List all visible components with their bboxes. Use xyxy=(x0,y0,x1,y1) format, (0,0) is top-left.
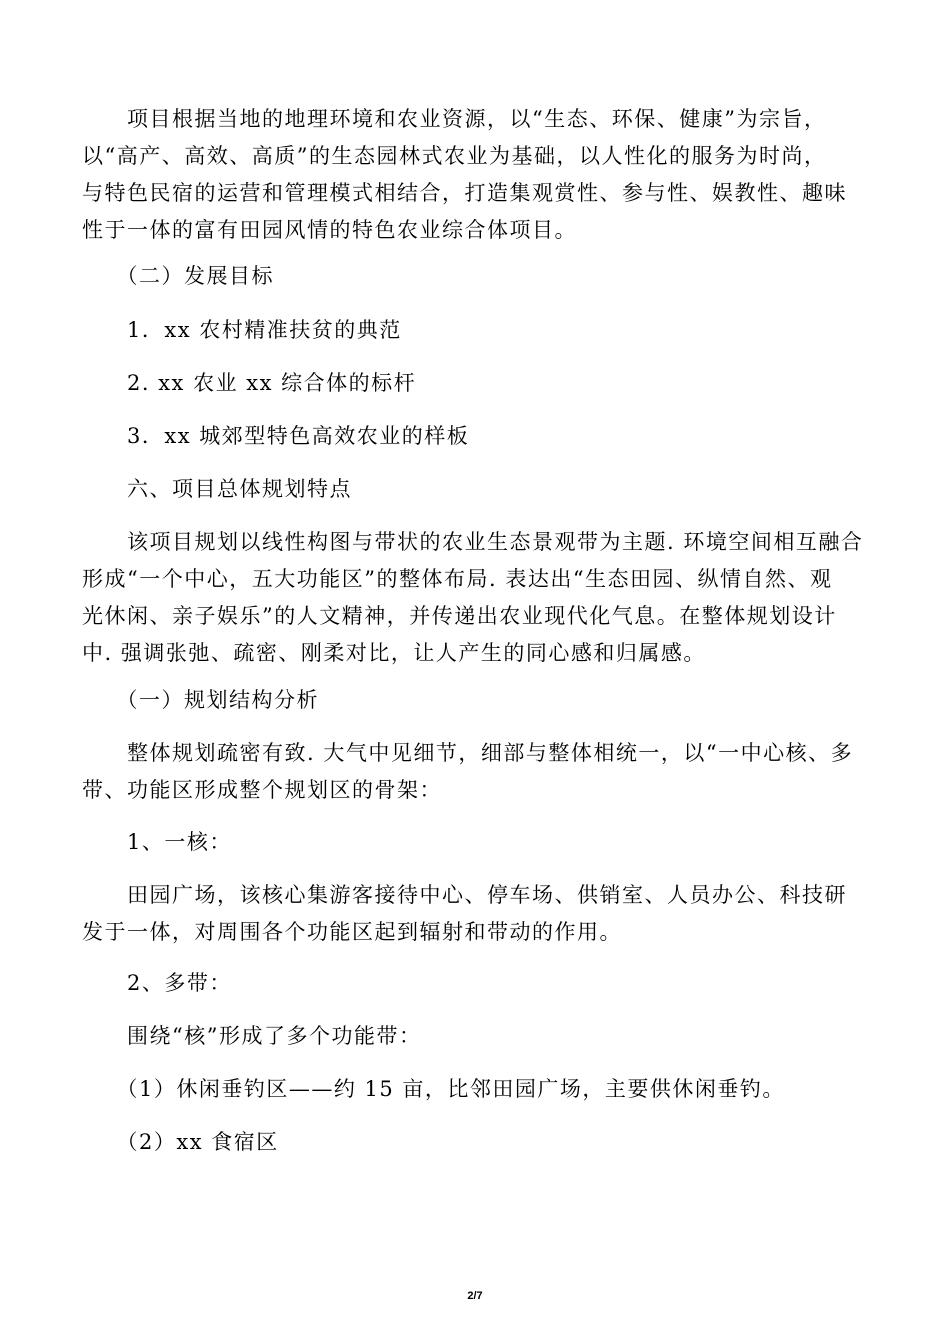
text-line: 带、功能区形成整个规划区的骨架： xyxy=(82,778,442,802)
text-line: 2. xx 农业 xx 综合体的标杆 xyxy=(82,371,417,395)
text-line: （1）休闲垂钓区——约 15 亩，比邻田园广场，主要供休闲垂钓。 xyxy=(82,1077,785,1101)
text-line: 性于一体的富有田园风情的特色农业综合体项目。 xyxy=(82,218,577,242)
text-line: 1、一核： xyxy=(82,830,232,854)
paragraph-core-description xyxy=(82,877,862,951)
text-line: 项目根据当地的地理环境和农业资源，以“生态、环保、健康”为宗旨， xyxy=(82,107,827,131)
list-item-lodging-area xyxy=(82,1124,862,1161)
heading-one-core xyxy=(82,824,862,861)
text-line: 该项目规划以线性构图与带状的农业生态景观带为主题. 环境空间相互融合 xyxy=(82,530,864,554)
heading-multiple-belts xyxy=(82,965,862,1002)
list-item-goal-2 xyxy=(82,365,862,402)
paragraph-planning-theme xyxy=(82,524,862,672)
text-line: 2、多带： xyxy=(82,971,232,995)
page-number: 2/7 xyxy=(467,1290,483,1302)
paragraph-project-intro xyxy=(82,101,862,249)
list-item-goal-1 xyxy=(82,312,862,349)
text-line: （2）xx 食宿区 xyxy=(82,1130,279,1154)
text-line: 发于一体，对周围各个功能区起到辐射和带动的作用。 xyxy=(82,920,622,944)
section-heading-planning-features xyxy=(82,471,862,508)
text-line: 形成“一个中心，五大功能区”的整体布局. 表达出“生态田园、纵情自然、观 xyxy=(82,567,833,591)
text-line: 与特色民宿的运营和管理模式相结合，打造集观赏性、参与性、娱教性、趣味 xyxy=(82,181,847,205)
text-line: 光休闲、亲子娱乐”的人文精神，并传递出农业现代化气息。在整体规划设计 xyxy=(82,604,837,628)
text-line: 1．xx 农村精准扶贫的典范 xyxy=(82,318,402,342)
heading-development-goals xyxy=(82,258,862,295)
text-line: 六、项目总体规划特点 xyxy=(82,477,352,501)
text-line: 围绕“核”形成了多个功能带： xyxy=(82,1024,422,1048)
text-line: 3．xx 城郊型特色高效农业的样板 xyxy=(82,424,470,448)
paragraph-overall-layout xyxy=(82,735,862,809)
text-line: 以“高产、高效、高质”的生态园林式农业为基础，以人性化的服务为时尚， xyxy=(82,144,827,168)
list-item-fishing-area xyxy=(82,1071,862,1108)
heading-structure-analysis xyxy=(82,682,862,719)
text-line: 田园广场，该核心集游客接待中心、停车场、供销室、人员办公、科技研 xyxy=(82,883,847,907)
text-line: （一）规划结构分析 xyxy=(82,688,319,712)
text-line: 整体规划疏密有致. 大气中见细节，细部与整体相统一，以“一中心核、多 xyxy=(82,741,854,765)
text-line: 中. 强调张弛、疏密、刚柔对比，让人产生的同心感和归属感。 xyxy=(82,641,706,665)
text-line: （二）发展目标 xyxy=(82,264,274,288)
list-item-goal-3 xyxy=(82,418,862,455)
paragraph-belts-intro xyxy=(82,1018,862,1055)
